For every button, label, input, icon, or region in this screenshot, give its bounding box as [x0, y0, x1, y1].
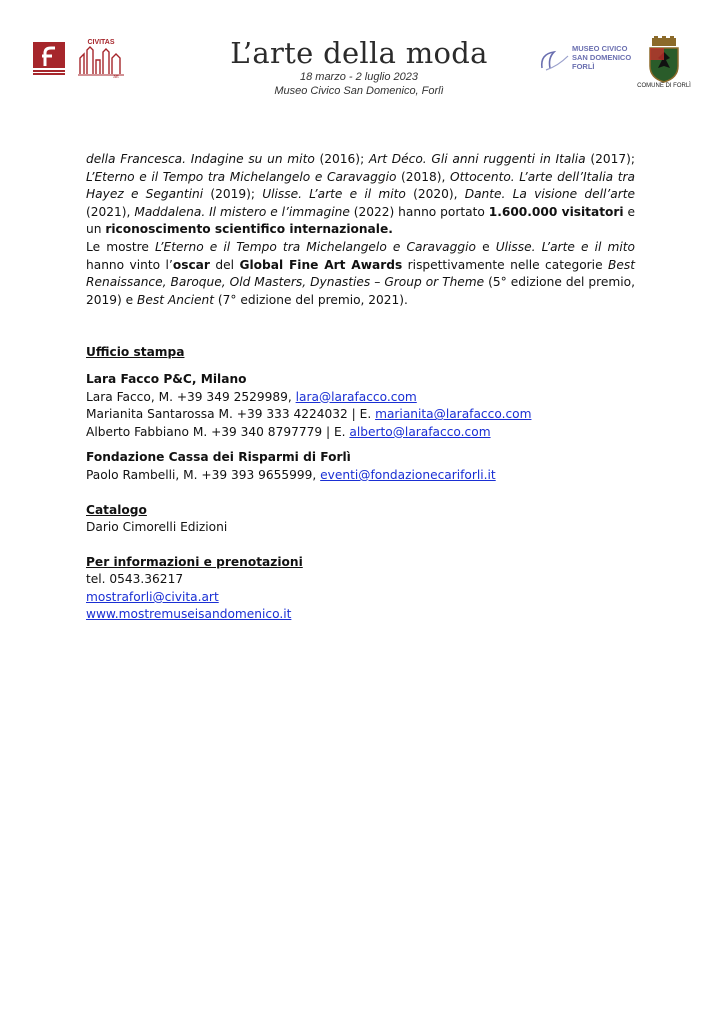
body-text: (7° edizione del premio, 2021).: [214, 292, 408, 307]
email-link-lara[interactable]: lara@larafacco.com: [295, 389, 417, 404]
body-text: (5° edizione del premio, 2019) e: [86, 275, 635, 307]
civitas-logo: [78, 36, 124, 78]
awards-paragraph: [86, 239, 635, 309]
exhibition-title: L’arte della moda: [230, 36, 488, 70]
press-office-title: Ufficio stampa: [86, 345, 185, 360]
bold-text: Global Fine Art Awards: [239, 257, 403, 272]
civitas-logo-subtext: art: [113, 74, 119, 78]
italic-text: Ulisse. L’arte e il mito: [495, 239, 635, 254]
history-paragraph: [86, 151, 635, 239]
museo-line-3: FORLÌ: [572, 62, 595, 71]
press-contact-paolo: [86, 467, 635, 485]
body-text: del: [209, 257, 240, 272]
exhibition-venue: Museo Civico San Domenico, Forlì: [274, 85, 444, 97]
comune-label: COMUNE DI FORLÌ: [637, 83, 691, 89]
body-text: (2019);: [203, 187, 263, 202]
catalog-title: Catalogo: [86, 502, 147, 517]
email-link-alberto[interactable]: alberto@larafacco.com: [349, 424, 491, 439]
catalog-section: [86, 502, 635, 537]
catalog-publisher: Dario Cimorelli Edizioni: [86, 520, 228, 535]
italic-text: L’Eterno e il Tempo tra Michelangelo e Caravaggio: [86, 169, 397, 184]
exhibition-title-block: [230, 36, 488, 98]
contact-text: Alberto Fabbiano M. +39 340 8797779 | E.: [86, 424, 350, 439]
italic-text: Dante. La visione dell’arte: [464, 187, 635, 202]
press-contact-alberto: [86, 424, 635, 442]
press-office-section: [86, 344, 635, 484]
press-release-body: [86, 151, 635, 624]
info-phone: tel. 0543.36217: [86, 572, 184, 587]
press-contact-lara: [86, 389, 635, 407]
info-email-line: [86, 589, 635, 607]
italic-text: L’Eterno e il Tempo tra Michelangelo e Caravaggio: [155, 239, 476, 254]
body-text: (2018),: [396, 169, 451, 184]
exhibition-dates: 18 marzo - 2 luglio 2023: [299, 71, 418, 83]
bold-text: 1.600.000 visitatori: [488, 204, 624, 219]
italic-text: della Francesca. Indagine su un mito: [86, 152, 315, 166]
body-text: (2020),: [405, 187, 465, 202]
press-agency-name: Lara Facco P&C, Milano: [86, 371, 247, 386]
email-link-marianita[interactable]: marianita@larafacco.com: [375, 407, 532, 422]
comune-crest-icon: [646, 36, 682, 84]
contact-text: Paolo Rambelli, M. +39 393 9655999,: [86, 467, 321, 482]
italic-text: Best Ancient: [137, 292, 215, 307]
italic-text: Ottocento. L’arte dell’Italia tra Hayez e Segantini: [86, 169, 635, 202]
museo-line-1: MUSEO CIVICO: [572, 44, 628, 53]
italic-text: Best Renaissance, Baroque, Old Masters, Dynasties – Group or Theme: [86, 257, 636, 290]
bold-text: riconoscimento scientifico internazionale.: [105, 222, 393, 237]
body-text: rispettivamente nelle categorie: [402, 257, 609, 272]
contact-text: Lara Facco, M. +39 349 2529989,: [86, 389, 296, 404]
contact-text: Marianita Santarossa M. +39 333 4224032 | E.: [86, 407, 376, 422]
civitas-logo-text: CIVITAS: [87, 39, 115, 46]
info-title: Per informazioni e prenotazioni: [86, 554, 303, 569]
info-website-line: [86, 606, 635, 624]
body-text: (2017);: [585, 152, 635, 166]
info-section: [86, 554, 635, 624]
body-text: (2022) hanno portato: [349, 204, 489, 219]
body-text: e un: [86, 204, 636, 237]
body-text: (2016);: [314, 152, 369, 166]
press-contact-marianita: [86, 406, 635, 424]
body-text: Le mostre: [86, 239, 156, 254]
foundation-name: Fondazione Cassa dei Risparmi di Forlì: [86, 450, 351, 465]
museo-line-2: SAN DOMENICO: [572, 53, 632, 62]
body-text: hanno vinto l’: [86, 257, 173, 272]
info-website-link[interactable]: www.mostremuseisandomenico.it: [86, 607, 292, 622]
museo-civico-text: [572, 44, 631, 71]
bold-text: oscar: [172, 257, 210, 272]
italic-text: Maddalena. Il mistero e l’immagine: [134, 204, 350, 219]
email-link-eventi[interactable]: eventi@fondazionecariforli.it: [320, 467, 496, 482]
italic-text: Ulisse. L’arte e il mito: [262, 187, 406, 202]
info-email-link[interactable]: mostraforli@civita.art: [86, 589, 219, 604]
fondazione-logo: [33, 42, 65, 76]
body-text: e: [475, 239, 496, 254]
italic-text: Art Déco. Gli anni ruggenti in Italia: [368, 152, 586, 166]
page-header: [0, 0, 721, 110]
body-text: (2021),: [86, 204, 135, 219]
